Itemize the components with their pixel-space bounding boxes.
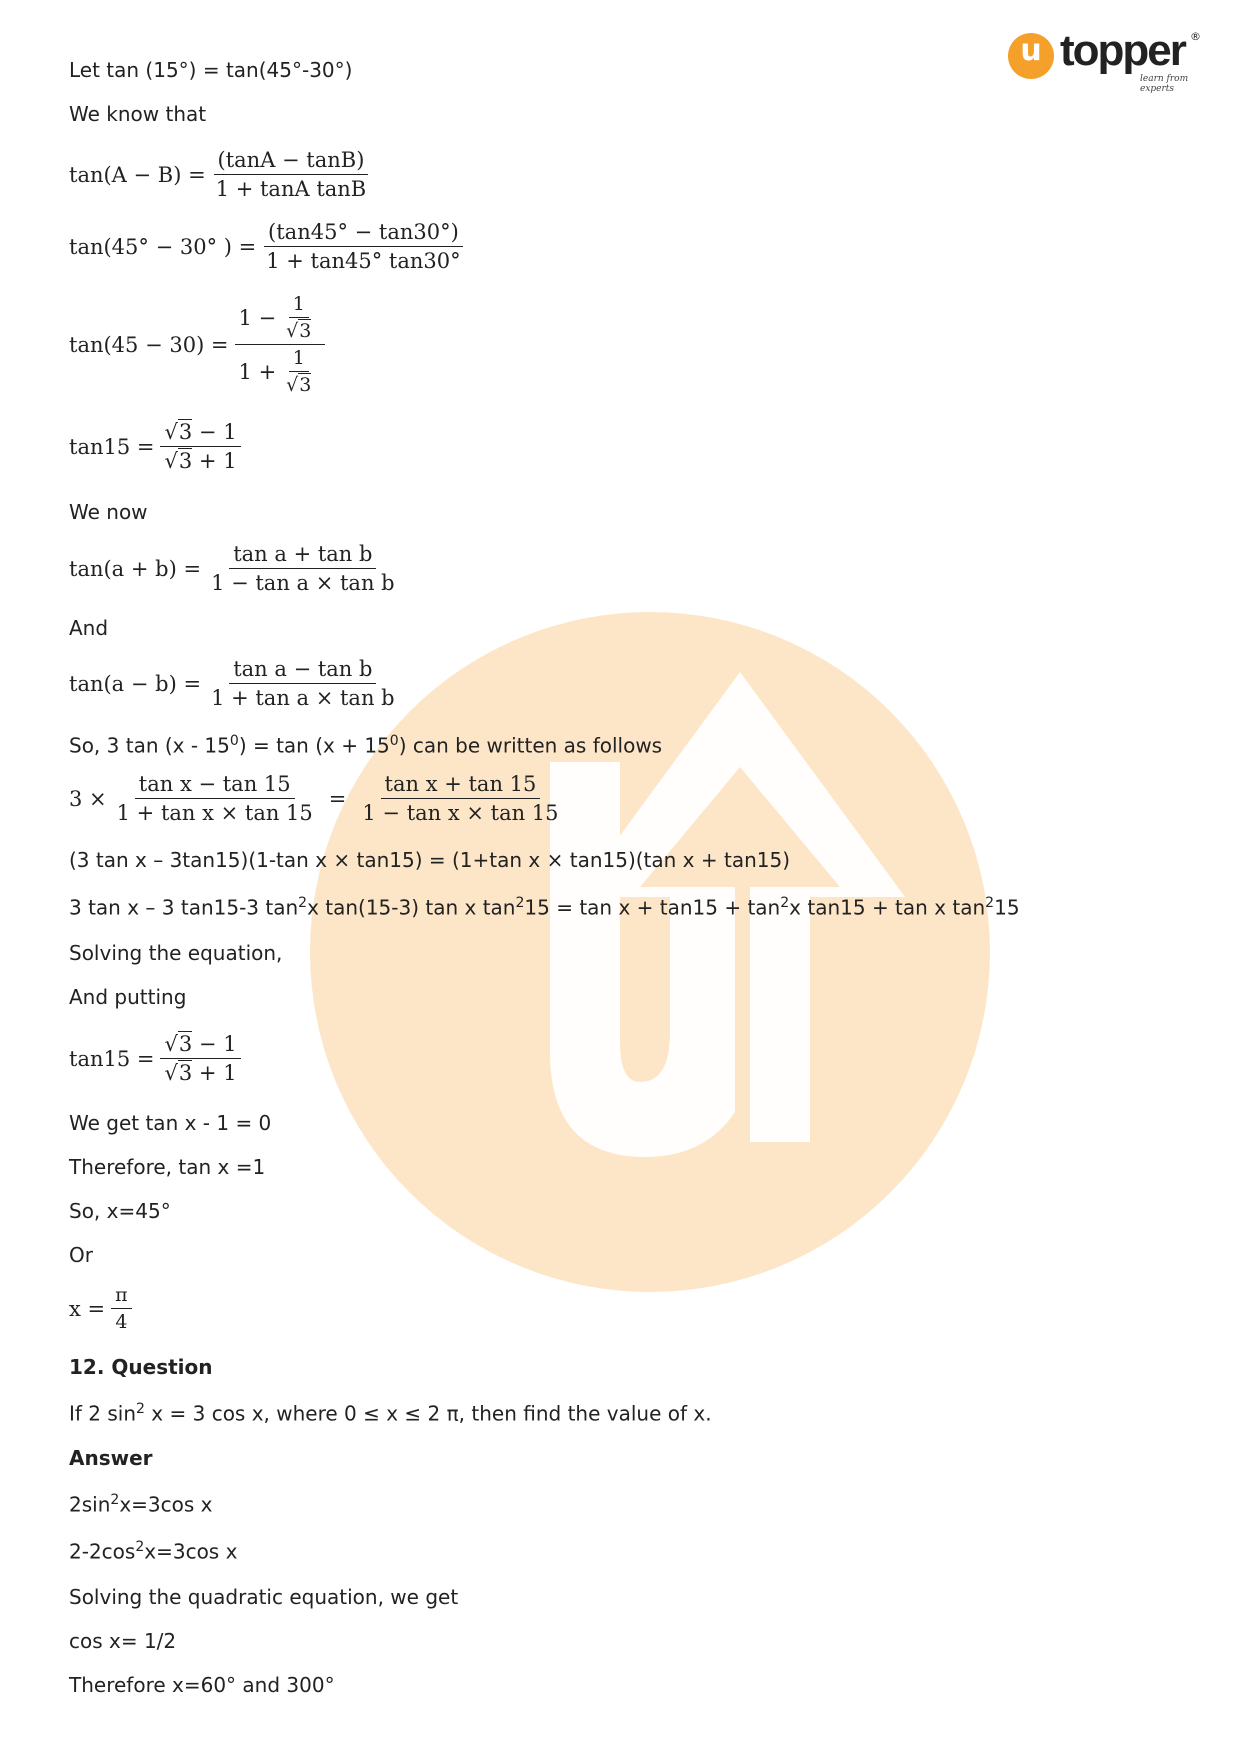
logo-u-icon: u xyxy=(1020,33,1042,68)
answer-line-3: Solving the quadratic equation, we get xyxy=(69,1585,459,1609)
denominator: √3 + 1 xyxy=(164,449,237,473)
numerator: tan a − tan b xyxy=(229,657,376,684)
formula-lhs: tan(45° − 30° ) = xyxy=(69,234,257,259)
registered-mark: ® xyxy=(1190,30,1201,43)
text-part: 15 xyxy=(994,895,1020,920)
numerator: (tan45° − tan30°) xyxy=(264,220,463,247)
numerator xyxy=(235,293,326,345)
text-line-4: And xyxy=(69,616,109,640)
formula-tan-a-minus-b-lower xyxy=(69,657,405,710)
formula-tan15-substitution xyxy=(69,1032,247,1085)
formula-tan-45-minus-30 xyxy=(69,220,471,273)
text-part: ) can be written as follows xyxy=(398,733,663,758)
denominator-prefix: 1 + xyxy=(238,359,277,384)
fraction-left xyxy=(113,772,317,825)
superscript: 2 xyxy=(135,1539,145,1555)
fraction xyxy=(207,657,399,710)
formula-tan-a-minus-b xyxy=(69,148,376,201)
sqrt-radicand: 3 xyxy=(178,449,193,473)
denominator-rest: + 1 xyxy=(192,1061,237,1085)
inner-numerator: 1 xyxy=(289,347,309,372)
formula-lhs: tan(a + b) = xyxy=(69,556,202,581)
answer-line-5: Therefore x=60° and 300° xyxy=(69,1673,335,1697)
numerator: √3 − 1 xyxy=(160,1032,240,1059)
watermark-logo xyxy=(310,612,990,1292)
denominator: 1 + tanA tanB xyxy=(215,177,367,201)
text-line-5 xyxy=(69,733,662,758)
formula-lhs: tan15 = xyxy=(69,434,155,459)
text-part: x = 3 cos x, where 0 ≤ x ≤ 2 π, then find the value of x. xyxy=(144,1401,712,1426)
fraction-right xyxy=(358,772,562,825)
inner-denominator: √3 xyxy=(286,374,312,396)
text-line-9: And putting xyxy=(69,985,187,1009)
sqrt-radicand: 3 xyxy=(178,1032,193,1056)
formula-lhs: x = xyxy=(69,1296,106,1321)
formula-prefix: 3 × xyxy=(69,786,107,811)
text-line-7 xyxy=(69,895,1020,920)
numerator: tan a + tan b xyxy=(229,542,376,569)
formula-tan15 xyxy=(69,420,247,473)
topper-logo[interactable] xyxy=(1008,26,1201,94)
superscript: 2 xyxy=(780,895,790,911)
fraction xyxy=(111,1284,132,1333)
formula-x-equals-pi-over-4 xyxy=(69,1284,138,1333)
formula-lhs: tan(a − b) = xyxy=(69,671,202,696)
superscript: 2 xyxy=(110,1492,120,1508)
answer-line-1 xyxy=(69,1492,212,1517)
fraction xyxy=(160,420,240,473)
numerator: tan x − tan 15 xyxy=(135,772,295,799)
sqrt-radicand: 3 xyxy=(299,374,312,396)
superscript: 0 xyxy=(389,733,399,749)
formula-lhs: tan(45 − 30) = xyxy=(69,332,229,357)
text-part: x tan15 + tan x tan xyxy=(789,895,986,920)
denominator: 4 xyxy=(115,1311,128,1333)
logo-tagline: learn from experts xyxy=(1140,74,1189,94)
text-line-6: (3 tan x – 3tan15)(1-tan x × tan15) = (1+tan x × tan15)(tan x + tan15) xyxy=(69,848,791,872)
formula-tan-45-30-compound xyxy=(69,293,331,396)
logo-name: topper xyxy=(1060,26,1185,75)
inner-fraction xyxy=(282,347,315,396)
text-line-2: We know that xyxy=(69,102,207,126)
fraction xyxy=(207,542,399,595)
fraction xyxy=(160,1032,240,1085)
superscript: 2 xyxy=(985,895,995,911)
text-line-12: So, x=45° xyxy=(69,1199,171,1223)
fraction xyxy=(262,220,464,273)
text-line-10: We get tan x - 1 = 0 xyxy=(69,1111,272,1135)
text-part: x=3cos x xyxy=(144,1539,238,1564)
text-part: If 2 sin xyxy=(69,1401,137,1426)
text-part: 15 = tan x + tan15 + tan xyxy=(524,895,781,920)
denominator: 1 + tan45° tan30° xyxy=(266,249,461,273)
text-line-8: Solving the equation, xyxy=(69,941,283,965)
superscript: 2 xyxy=(515,895,525,911)
text-part: 3 tan x – 3 tan15-3 tan xyxy=(69,895,299,920)
superscript: 2 xyxy=(136,1401,145,1417)
numerator: π xyxy=(111,1284,132,1309)
text-part: x=3cos x xyxy=(119,1492,213,1517)
compound-fraction xyxy=(235,293,326,396)
numerator-rest: − 1 xyxy=(192,420,237,444)
formula-tan-a-plus-b xyxy=(69,542,405,595)
superscript: 2 xyxy=(298,895,308,911)
equals-sign: = xyxy=(328,786,347,811)
numerator: (tanA − tanB) xyxy=(214,148,369,175)
superscript: 0 xyxy=(229,733,239,749)
text-line-11: Therefore, tan x =1 xyxy=(69,1155,266,1179)
numerator-rest: − 1 xyxy=(192,1032,237,1056)
denominator: 1 + tan x × tan 15 xyxy=(116,801,313,825)
answer-heading: Answer xyxy=(69,1446,153,1470)
text-line-3: We now xyxy=(69,500,148,524)
formula-3tan-equation xyxy=(69,772,569,825)
formula-lhs: tan15 = xyxy=(69,1046,155,1071)
answer-line-2 xyxy=(69,1539,237,1564)
question-text xyxy=(69,1401,712,1426)
question-heading: 12. Question xyxy=(69,1355,213,1379)
sqrt-radicand: 3 xyxy=(299,320,312,342)
answer-line-4: cos x= 1/2 xyxy=(69,1629,177,1653)
inner-numerator: 1 xyxy=(289,293,309,318)
numerator: tan x + tan 15 xyxy=(381,772,541,799)
denominator: 1 + tan a × tan b xyxy=(211,686,395,710)
text-part: ) = tan (x + 15 xyxy=(238,733,390,758)
text-part: So, 3 tan (x - 15 xyxy=(69,733,230,758)
formula-lhs: tan(A − B) = xyxy=(69,162,206,187)
denominator: 1 − tan a × tan b xyxy=(211,571,395,595)
numerator: √3 − 1 xyxy=(160,420,240,447)
text-part: x tan(15-3) tan x tan xyxy=(307,895,516,920)
fraction xyxy=(212,148,371,201)
sqrt-radicand: 3 xyxy=(178,420,193,444)
inner-denominator: √3 xyxy=(286,320,312,342)
denominator: 1 − tan x × tan 15 xyxy=(362,801,559,825)
text-line-1: Let tan (15°) = tan(45°-30°) xyxy=(69,58,353,82)
text-line-13: Or xyxy=(69,1243,93,1267)
watermark-u-arrow-icon xyxy=(310,612,990,1292)
inner-fraction xyxy=(282,293,315,342)
numerator-prefix: 1 − xyxy=(238,305,277,330)
text-part: 2-2cos xyxy=(69,1539,136,1564)
text-part: 2sin xyxy=(69,1492,111,1517)
denominator xyxy=(235,345,326,396)
sqrt-radicand: 3 xyxy=(178,1061,193,1085)
denominator: √3 + 1 xyxy=(164,1061,237,1085)
denominator-rest: + 1 xyxy=(192,449,237,473)
